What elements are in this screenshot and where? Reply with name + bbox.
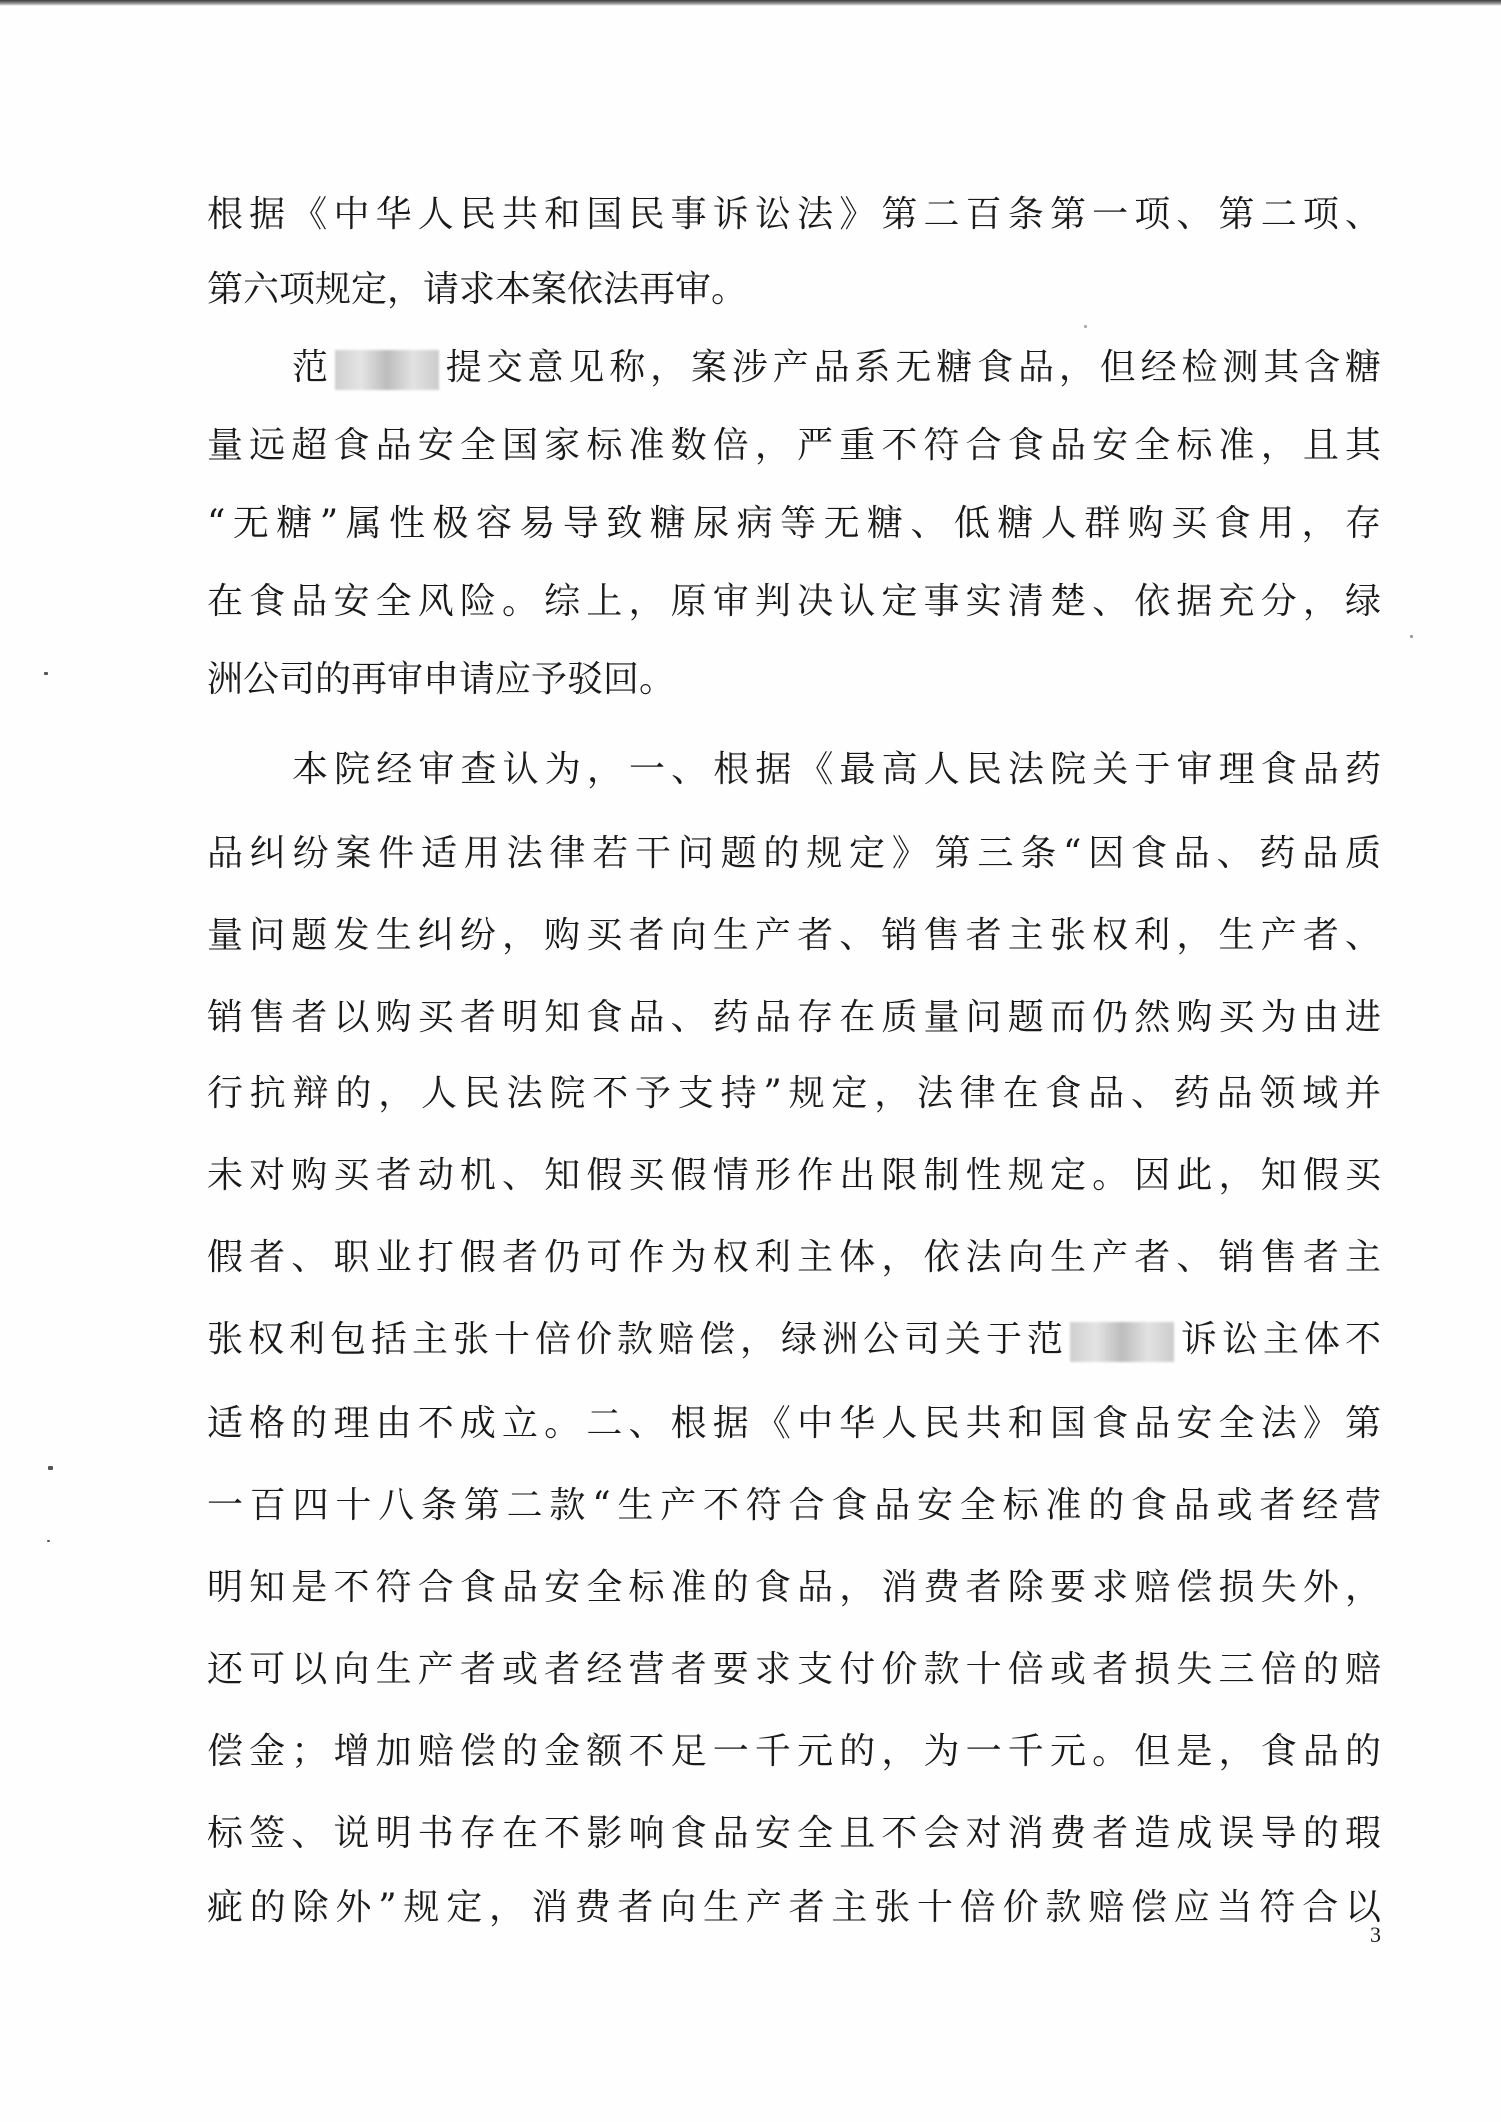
text-line: 第六项规定，请求本案依法再审。 bbox=[207, 269, 748, 310]
text-segment: 诉讼主体不 bbox=[1175, 1319, 1381, 1360]
text-segment: 范 bbox=[292, 347, 333, 388]
scan-speck bbox=[1410, 635, 1413, 638]
text-line: 本院经审查认为，一、根据《最高人民法院关于审理食品药 bbox=[292, 749, 1381, 790]
text-line: 未对购买者动机、知假买假情形作出限制性规定。因此，知假买 bbox=[207, 1155, 1381, 1196]
text-line: 量问题发生纠纷，购买者向生产者、销售者主张权利，生产者、 bbox=[207, 915, 1381, 956]
text-line: 假者、职业打假者仍可作为权利主体，依法向生产者、销售者主 bbox=[207, 1237, 1381, 1278]
text-line: 疵的除外”规定，消费者向生产者主张十倍价款赔偿应当符合以 bbox=[207, 1887, 1381, 1928]
text-line: 洲公司的再审申请应予驳回。 bbox=[207, 659, 676, 700]
text-line: 在食品安全风险。综上，原审判决认定事实清楚、依据充分，绿 bbox=[207, 581, 1381, 622]
page-number: 3 bbox=[1370, 1922, 1381, 1947]
text-line: 还可以向生产者或者经营者要求支付价款十倍或者损失三倍的赔 bbox=[207, 1649, 1381, 1690]
scan-speck bbox=[48, 1466, 53, 1470]
text-line: 明知是不符合食品安全标准的食品，消费者除要求赔偿损失外， bbox=[207, 1567, 1381, 1608]
text-line: “无糖”属性极容易导致糖尿病等无糖、低糖人群购买食用，存 bbox=[207, 503, 1381, 544]
redacted-name bbox=[335, 350, 439, 390]
text-line: 一百四十八条第二款“生产不符合食品安全标准的食品或者经营 bbox=[207, 1485, 1381, 1526]
text-line bbox=[207, 1312, 1381, 1368]
scan-top-edge bbox=[0, 0, 1501, 6]
text-line: 行抗辩的，人民法院不予支持”规定，法律在食品、药品领域并 bbox=[207, 1073, 1381, 1114]
text-segment: 提交意见称，案涉产品系无糖食品，但经检测其含糖 bbox=[440, 347, 1381, 388]
redacted-name bbox=[1070, 1322, 1174, 1362]
text-line bbox=[292, 340, 1381, 396]
text-line: 适格的理由不成立。二、根据《中华人民共和国食品安全法》第 bbox=[207, 1403, 1381, 1444]
text-line: 销售者以购买者明知食品、药品存在质量问题而仍然购买为由进 bbox=[207, 997, 1381, 1038]
text-line: 量远超食品安全国家标准数倍，严重不符合食品安全标准，且其 bbox=[207, 425, 1381, 466]
text-line: 根据《中华人民共和国民事诉讼法》第二百条第一项、第二项、 bbox=[207, 194, 1381, 235]
text-line: 品纠纷案件适用法律若干问题的规定》第三条“因食品、药品质 bbox=[207, 833, 1381, 874]
scan-speck bbox=[1084, 325, 1087, 328]
scan-speck bbox=[47, 1540, 50, 1542]
scan-speck bbox=[44, 672, 48, 675]
text-line: 偿金；增加赔偿的金额不足一千元的，为一千元。但是，食品的 bbox=[207, 1731, 1381, 1772]
text-line: 标签、说明书存在不影响食品安全且不会对消费者造成误导的瑕 bbox=[207, 1813, 1381, 1854]
text-segment: 张权利包括主张十倍价款赔偿，绿洲公司关于范 bbox=[207, 1319, 1068, 1360]
